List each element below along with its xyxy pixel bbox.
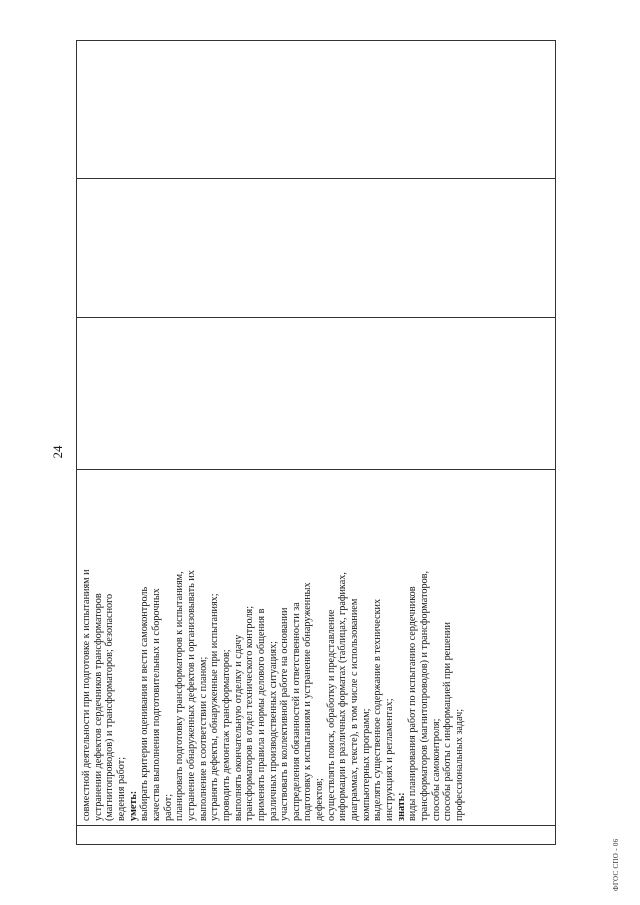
table-text-line: выполнять окончательную отделку и сдачу	[232, 634, 244, 821]
table-text-line: распределения обязанностей и ответственности за	[290, 602, 302, 821]
table-text-line: профессиональных задач;	[454, 708, 465, 821]
table-text-line: осуществлять поиск, обработку и представление	[325, 609, 337, 821]
table-text-line: планировать подготовку трансформаторов к испытаниям,	[174, 571, 186, 821]
table-column-competence	[77, 470, 555, 826]
table-text-line: виды планирования работ по испытанию сердечников	[407, 586, 419, 821]
table-column-index	[77, 826, 555, 844]
table-column-hours-mandatory	[77, 179, 555, 318]
table-text-line: уметь:	[127, 790, 139, 821]
table-text-line: совместной деятельности при подготовке к испытаниям и	[81, 569, 92, 821]
table-text-line: компьютерных программ;	[360, 708, 372, 821]
table-text-line: трансформаторов в отдел технического контроля;	[244, 605, 256, 821]
table-text-line: информации в различных форматах (таблицах, графиках,	[337, 572, 349, 821]
footer-code: ФГОС СПО - 06	[612, 838, 620, 891]
table-text-line: трансформаторов (магнитопроводов) и трансформаторов,	[419, 570, 431, 821]
table-text-line: проводить демонтаж трансформаторов;	[220, 649, 232, 821]
table-text-line: дефектов;	[314, 778, 326, 821]
table-text-line: качества выполнения подготовительных и сборочных	[150, 588, 162, 821]
table-text-line: различных производственных ситуациях;	[267, 641, 279, 821]
table-text-line: работ;	[162, 793, 174, 821]
table-text-line: выполнение в соответствии с планом;	[197, 656, 209, 821]
page-number: 24	[50, 445, 65, 459]
table-text-line: участвовать в коллективной работе на основании	[279, 607, 291, 821]
table-text-line: диаграммах, тексте), в том числе с использованием	[349, 598, 361, 821]
table-text-line: знать:	[395, 792, 407, 821]
table-text-line: выделять существенное содержание в технических	[372, 598, 384, 821]
competence-text	[77, 470, 466, 825]
table-column-hours-max	[77, 318, 555, 470]
table-text-line: подготовку к испытаниям и устранение обнаруженных	[302, 582, 314, 821]
table-text-line: применять правила и нормы делового общения в	[255, 608, 267, 821]
table-text-line: ведения работ;	[115, 756, 127, 821]
curriculum-table	[76, 40, 556, 845]
table-text-line: устранении дефектов сердечников трансформаторов	[92, 593, 104, 821]
table-text-line: выбирать критерии оценивания и вести самоконтроль	[139, 586, 151, 821]
table-column-discipline	[77, 39, 555, 179]
table-text-line: способы самоконтроля;	[430, 718, 442, 821]
table-text-line: инструкциях и регламентах;	[384, 698, 396, 821]
table-text-line: устранение обнаруженных дефектов и организовывать их	[185, 570, 197, 821]
table-text-line: устранять дефекты, обнаруженные при испытаниях;	[209, 593, 221, 821]
table-text-line: способы работы с информацией при решении	[442, 622, 454, 821]
table-text-line: (магнитопроводов) и трансформаторов; безопасного	[104, 593, 116, 821]
